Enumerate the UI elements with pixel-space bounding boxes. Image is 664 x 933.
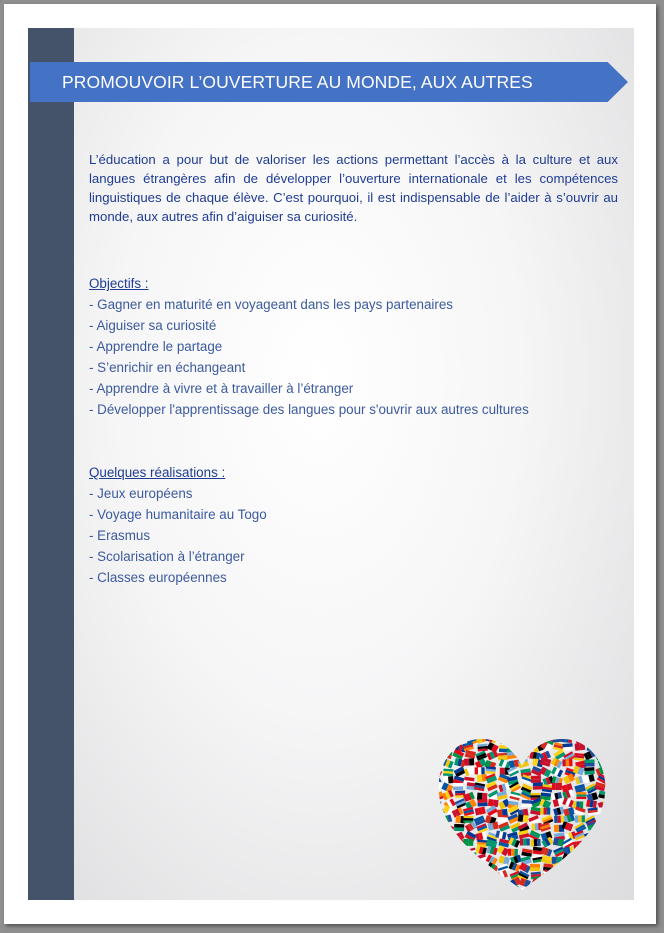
realisations-title: Quelques réalisations : bbox=[89, 465, 226, 480]
list-item: - Aiguiser sa curiosité bbox=[89, 318, 217, 333]
list-item: - Classes européennes bbox=[89, 570, 227, 585]
list-item: - Gagner en maturité en voyageant dans les pays partenaires bbox=[89, 297, 453, 312]
list-item: - Voyage humanitaire au Togo bbox=[89, 507, 267, 522]
list-item: - Apprendre à vivre et à travailler à l’étranger bbox=[89, 381, 354, 396]
objectives-title: Objectifs : bbox=[89, 276, 149, 291]
list-item: - Erasmus bbox=[89, 528, 151, 543]
list-item: - Développer l'apprentissage des langues pour s'ouvrir aux autres cultures bbox=[89, 402, 529, 417]
list-item: - Jeux européens bbox=[89, 486, 193, 501]
intro-paragraph: L’éducation a pour but de valoriser les actions permettant l’accès à la culture et aux langues étrangères afin de développer l’ouverture internationale et les compétences linguistiques de chaque élève. C’est pourquoi, il est indispensable de l’aider à s’ouvrir au monde, aux autres afin d’aiguiser sa curiosité. bbox=[89, 152, 618, 224]
list-item: - Apprendre le partage bbox=[89, 339, 223, 354]
side-stripe bbox=[28, 28, 74, 900]
realisations-list bbox=[89, 483, 618, 588]
objectives-section bbox=[89, 273, 618, 420]
page-title: PROMOUVOIR L’OUVERTURE AU MONDE, AUX AUTRES bbox=[62, 72, 533, 92]
flags-heart-icon bbox=[436, 736, 608, 892]
realisations-section bbox=[89, 462, 618, 588]
objectives-list bbox=[89, 294, 618, 420]
list-item: - Scolarisation à l’étranger bbox=[89, 549, 245, 564]
main-content bbox=[89, 150, 618, 588]
list-item: - S’enrichir en échangeant bbox=[89, 360, 246, 375]
